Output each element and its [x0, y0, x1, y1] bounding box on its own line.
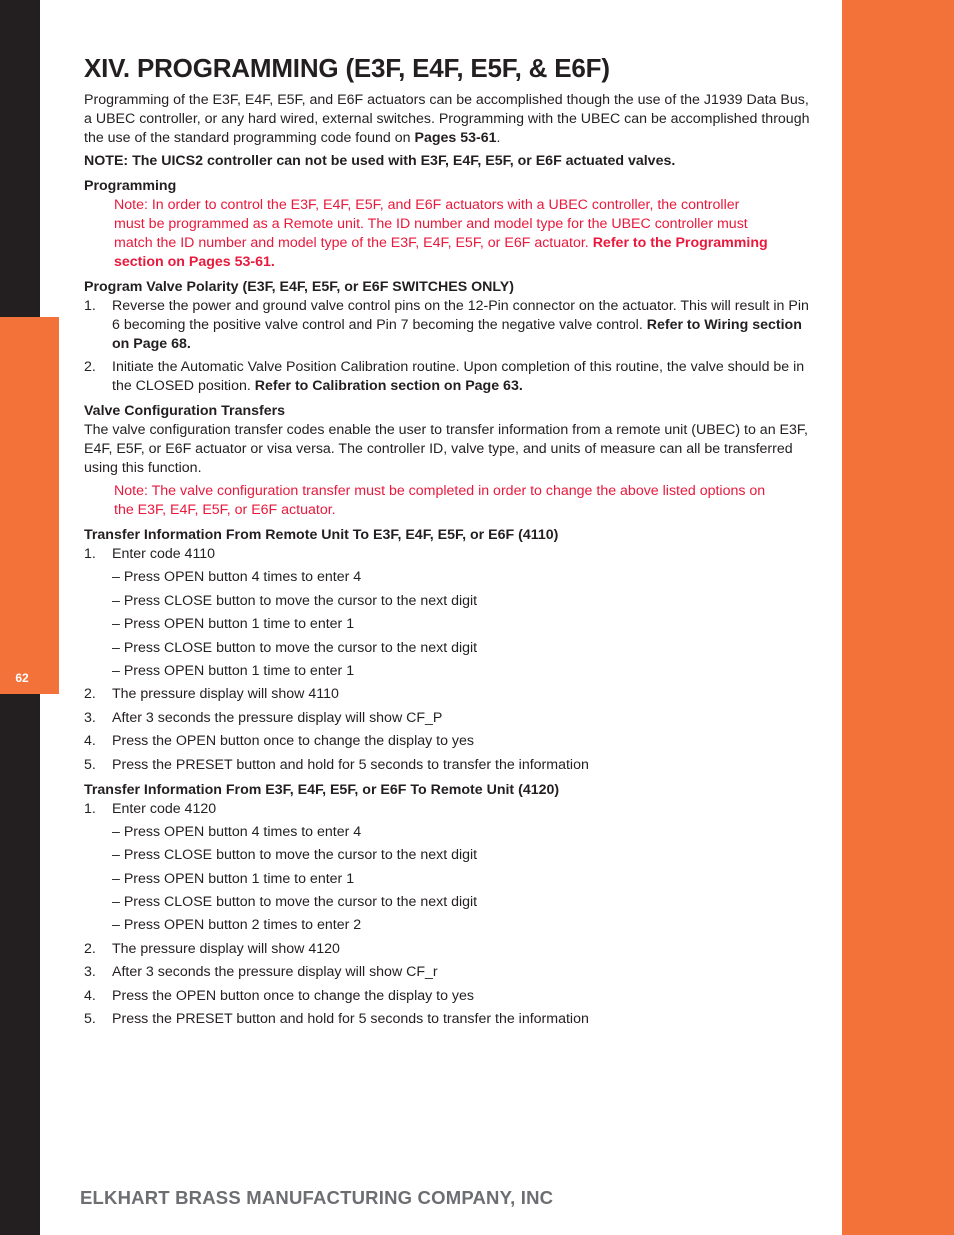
list-number: 1. — [84, 298, 96, 314]
list-ref: Refer to Wiring section on Page 68. — [112, 317, 802, 352]
sub-step: – Press OPEN button 4 times to enter 4 — [112, 569, 362, 586]
sub-step: – Press CLOSE button to move the cursor to the next digit — [112, 894, 478, 911]
list-number: 5. — [84, 1011, 96, 1028]
intro-end: . — [496, 130, 501, 146]
list-text: The pressure display will show 4120 — [112, 940, 340, 957]
transfer-4110-list — [84, 545, 814, 564]
programming-note — [114, 196, 774, 272]
sub-step: – Press CLOSE button to move the cursor to the next digit — [112, 639, 478, 656]
list-item — [84, 685, 814, 704]
transfer-4110-steps — [84, 685, 814, 774]
page-number: 62 — [15, 671, 29, 685]
list-number: 3. — [84, 709, 96, 726]
intro-paragraph — [84, 91, 814, 148]
list-text: Press the OPEN button once to change the display to yes — [112, 987, 474, 1004]
list-text: Press the PRESET button and hold for 5 seconds to transfer the information — [112, 756, 589, 773]
list-item — [84, 1010, 814, 1029]
sub-step: – Press CLOSE button to move the cursor to the next digit — [112, 592, 478, 609]
polarity-list — [84, 297, 814, 396]
transfers-note: Note: The valve configuration transfer must be completed in order to change the above listed options on the E3F, E4F, E5F, or E6F actuator. — [114, 483, 766, 518]
transfer-4120-heading: Transfer Information From E3F, E4F, E5F, or E6F To Remote Unit (4120) — [84, 781, 560, 798]
list-text: Press the OPEN button once to change the display to yes — [112, 733, 474, 750]
list-ref: Refer to Calibration section on Page 63. — [254, 378, 523, 394]
list-text: After 3 seconds the pressure display will show CF_r — [112, 964, 438, 981]
list-text: Reverse the power and ground valve control pins on the 12-Pin connector on the actuator. This will result in Pin 6 becoming the positive valve control and Pin 7 becoming the negative valve control. — [112, 298, 809, 333]
list-number: 2. — [84, 686, 96, 703]
transfers-text: The valve configuration transfer codes enable the user to transfer information from a remote unit (UBEC) to an E3F, E4F, E5F, or E6F actuator or visa versa. The controller ID, valve type, and units of measure can all be transferred using this function. — [84, 422, 808, 476]
list-item — [84, 756, 814, 775]
footer-company-name: ELKHART BRASS MANUFACTURING COMPANY, INC — [80, 1187, 554, 1208]
list-number: 3. — [84, 964, 96, 981]
list-text: Initiate the Automatic Valve Position Calibration routine. Upon completion of this routine, the valve should be in the CLOSED position. — [112, 359, 805, 394]
right-orange-bar — [842, 0, 954, 1235]
list-number: 1. — [84, 546, 96, 562]
intro-ref: Pages 53-61 — [414, 130, 497, 146]
transfer-4120-list — [84, 800, 814, 819]
sub-step: – Press OPEN button 4 times to enter 4 — [112, 823, 362, 840]
list-item — [84, 358, 814, 396]
programming-note-ref: Refer to the Programming section on Pages 53-61. — [114, 235, 768, 270]
list-item — [84, 963, 814, 982]
sub-step: – Press OPEN button 1 time to enter 1 — [112, 616, 355, 633]
sub-step: – Press OPEN button 2 times to enter 2 — [112, 917, 362, 934]
list-text: Press the PRESET button and hold for 5 seconds to transfer the information — [112, 1011, 589, 1028]
programming-note-text: Note: In order to control the E3F, E4F, E5F, and E6F actuators with a UBEC controller, the controller must be programmed as a Remote unit. The ID number and model type for the UBEC controller must match the ID number and model type of the E3F, E4F, E5F, or E6F actuator. — [114, 197, 748, 251]
list-item — [84, 545, 814, 564]
list-text: Enter code 4120 — [112, 800, 217, 817]
list-number: 4. — [84, 987, 96, 1004]
list-text: The pressure display will show 4110 — [112, 686, 339, 703]
page-content — [84, 50, 814, 1029]
transfer-4110-heading: Transfer Information From Remote Unit To E3F, E4F, E5F, or E6F (4110) — [84, 527, 559, 543]
list-number: 5. — [84, 756, 96, 773]
list-number: 2. — [84, 359, 96, 375]
list-item — [84, 987, 814, 1006]
polarity-heading: Program Valve Polarity (E3F, E4F, E5F, or E6F SWITCHES ONLY) — [84, 279, 514, 295]
sub-step: – Press OPEN button 1 time to enter 1 — [112, 870, 355, 887]
list-item — [84, 940, 814, 959]
list-text: Enter code 4110 — [112, 546, 216, 562]
list-number: 4. — [84, 733, 96, 750]
programming-heading: Programming — [84, 178, 177, 194]
list-item — [84, 800, 814, 819]
list-item — [84, 709, 814, 728]
uics-note: NOTE: The UICS2 controller can not be used with E3F, E4F, E5F, or E6F actuated valves. — [84, 153, 676, 169]
left-orange-tab — [0, 317, 59, 694]
list-number: 2. — [84, 940, 96, 957]
sub-step: – Press OPEN button 1 time to enter 1 — [112, 662, 355, 679]
list-text: After 3 seconds the pressure display will show CF_P — [112, 709, 443, 726]
transfer-4120-steps — [84, 940, 814, 1029]
list-item — [84, 732, 814, 751]
transfers-heading: Valve Configuration Transfers — [84, 403, 286, 419]
intro-text: Programming of the E3F, E4F, E5F, and E6F actuators can be accomplished though the use of the J1939 Data Bus, a UBEC controller, or any hard wired, external switches. Programming with the UBEC can be accomplished through the use of the standard programming code found on — [84, 92, 810, 146]
page-title: XIV. PROGRAMMING (E3F, E4F, E5F, & E6F) — [84, 53, 610, 83]
list-number: 1. — [84, 800, 96, 817]
sub-step: – Press CLOSE button to move the cursor to the next digit — [112, 847, 478, 864]
list-item — [84, 297, 814, 354]
